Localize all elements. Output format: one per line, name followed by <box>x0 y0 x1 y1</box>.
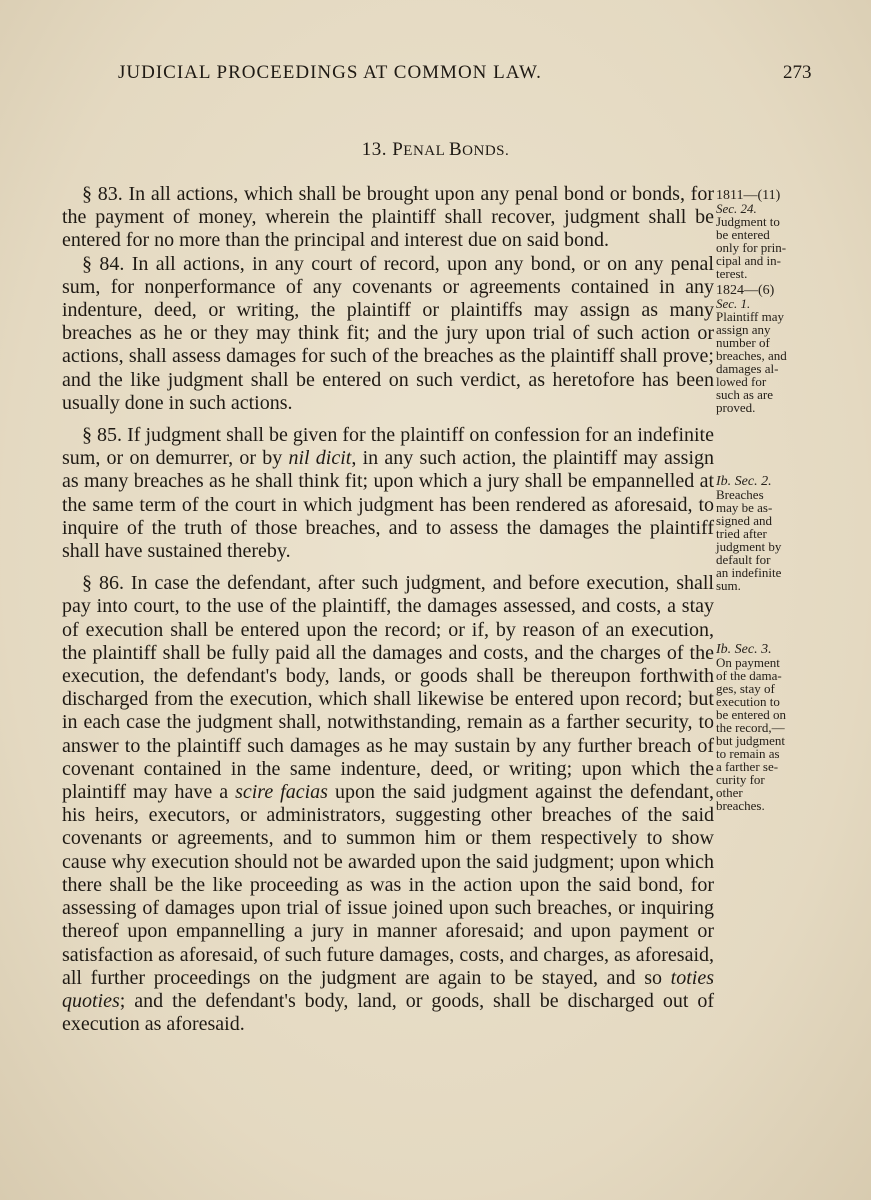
note-86-line: to remain as <box>716 746 780 761</box>
note-84-line: breaches, and <box>716 348 787 363</box>
section-number: 13. <box>361 139 387 160</box>
note-83-line: be entered <box>716 227 770 242</box>
section-title <box>0 139 871 161</box>
note-85-line: an indefinite <box>716 565 782 580</box>
note-83-line: only for prin- <box>716 240 787 255</box>
marginal-note-84 <box>716 284 816 414</box>
note-84-line: such as are <box>716 387 774 402</box>
note-86-line: of the dama- <box>716 668 782 683</box>
note-86-line: but judgment <box>716 733 785 748</box>
note-85-line: Breaches <box>716 487 764 502</box>
note-83-sec: Sec. 24. <box>716 201 757 216</box>
note-86-line: be entered on <box>716 707 787 722</box>
note-85-ref: Ib. Sec. 2. <box>716 474 772 489</box>
note-86-line: the record,— <box>716 720 785 735</box>
note-84-ref: 1824—(6) <box>716 283 775 298</box>
note-83-line: terest. <box>716 266 748 281</box>
running-head: JUDICIAL PROCEEDINGS AT COMMON LAW. <box>118 62 542 83</box>
note-86-line: On payment <box>716 655 780 670</box>
paragraph-84: § 84. In all actions, in any court of record, upon any bond, or on any penal sum, for nonperformance of any covenants or agreements contained in any indenture, deed, or writing, the plaintiff or plaintiffs may assign as many breaches as he or they may think fit; and the jury upon trial of such action or actions, shall assess damages for such of the breaches as the plaintiff shall prove; and the like judgment shall be entered on such verdict, as heretofore has been usually done in such actions. <box>62 252 714 414</box>
marginal-note-86 <box>716 643 816 812</box>
note-84-line: proved. <box>716 400 756 415</box>
note-85-line: default for <box>716 552 771 567</box>
note-83-ref: 1811—(11) <box>716 188 781 203</box>
note-86-line: execution to <box>716 694 780 709</box>
p85-text-b: , in any such action, the plaintiff may assign as many breaches as he shall think fit; upon which a jury shall be empannelled at the same term of the court in which judgment has been rendered as aforesaid, to inquire of the truth of those breaches, and to assess the damages the plaintiff shall have sustained thereby. <box>62 447 714 563</box>
page-header <box>0 58 871 90</box>
p86-italic-scire-facias: scire facias <box>235 781 328 804</box>
note-86-line: other <box>716 785 743 800</box>
note-86-line: ges, stay of <box>716 681 775 696</box>
note-83-line: Judgment to <box>716 214 780 229</box>
section-title-onds: ONDS. <box>462 143 510 159</box>
note-85-line: tried after <box>716 526 767 541</box>
p86-text-b: upon the said judgment against the defendant, his heirs, executors, or administrators, suggesting other breaches of the said covenants or agreements, and to summon him or them respectively to show cause why execution should not be awarded upon the said judgment; upon which there shall be the like proceeding as was in the action upon the said bond, for assessing of damages upon trial of issue joined upon such breaches, or inquiring thereof upon empannelling a jury in manner aforesaid; and upon payment or satisfaction as aforesaid, of such future damages, costs, and charges, as aforesaid, all further proceedings on the judgment are again to be stayed, and so <box>62 781 714 989</box>
note-86-line: curity for <box>716 772 765 787</box>
p85-italic-nil-dicit: nil dicit <box>288 447 352 470</box>
note-85-line: sum. <box>716 578 741 593</box>
note-84-line: damages al- <box>716 361 779 376</box>
section-title-b: B <box>448 139 463 160</box>
marginal-note-83 <box>716 189 816 280</box>
section-title-p: P <box>392 139 404 160</box>
marginal-note-85 <box>716 475 816 592</box>
p85-text-a: § 85. If judgment shall be given for the plaintiff on confession for an indefinite sum, or on demurrer, or by <box>62 424 714 470</box>
main-text <box>62 183 714 1036</box>
note-86-line: breaches. <box>716 798 765 813</box>
note-86-line: a farther se- <box>716 759 779 774</box>
note-85-line: may be as- <box>716 500 773 515</box>
note-85-line: signed and <box>716 513 772 528</box>
note-85-line: judgment by <box>716 539 782 554</box>
paragraph-85 <box>62 424 714 563</box>
paragraph-86 <box>62 572 714 1036</box>
p86-text-a: § 86. In case the defendant, after such judgment, and before execution, shall pay into court, to the use of the plaintiff, the damages assessed, and costs, a stay of execution shall be entered upon the record; or if, by reason of an execution, the plaintiff shall be fully paid all the damages and costs, and the charges of the execution, the defendant's body, lands, or goods shall be thereupon forthwith discharged from the execution, which shall likewise be entered upon record; but in each case the judgment shall, notwithstanding, remain as a farther security, to answer to the plaintiff such damages as he may sustain by any further breach of covenant contained in the same indenture, deed, or writing; upon which the plaintiff may have a <box>62 572 714 804</box>
page-number: 273 <box>783 62 812 83</box>
p86-italic-toties-quoties: toties quoties <box>62 966 714 1012</box>
note-84-line: assign any <box>716 322 771 337</box>
note-84-sec: Sec. 1. <box>716 296 751 311</box>
note-84-line: number of <box>716 335 770 350</box>
note-86-ref: Ib. Sec. 3. <box>716 642 772 657</box>
paragraph-83: § 83. In all actions, which shall be brought upon any penal bond or bonds, for the payment of money, wherein the plaintiff shall recover, judgment shall be entered for no more than the principal and interest due on said bond. <box>62 183 714 252</box>
note-83-line: cipal and in- <box>716 253 781 268</box>
section-title-enal: ENAL <box>403 143 449 159</box>
note-84-line: Plaintiff may <box>716 309 785 324</box>
p86-text-c: ; and the defendant's body, land, or goods, shall be discharged out of execution as aforesaid. <box>62 989 714 1036</box>
note-84-line: lowed for <box>716 374 767 389</box>
